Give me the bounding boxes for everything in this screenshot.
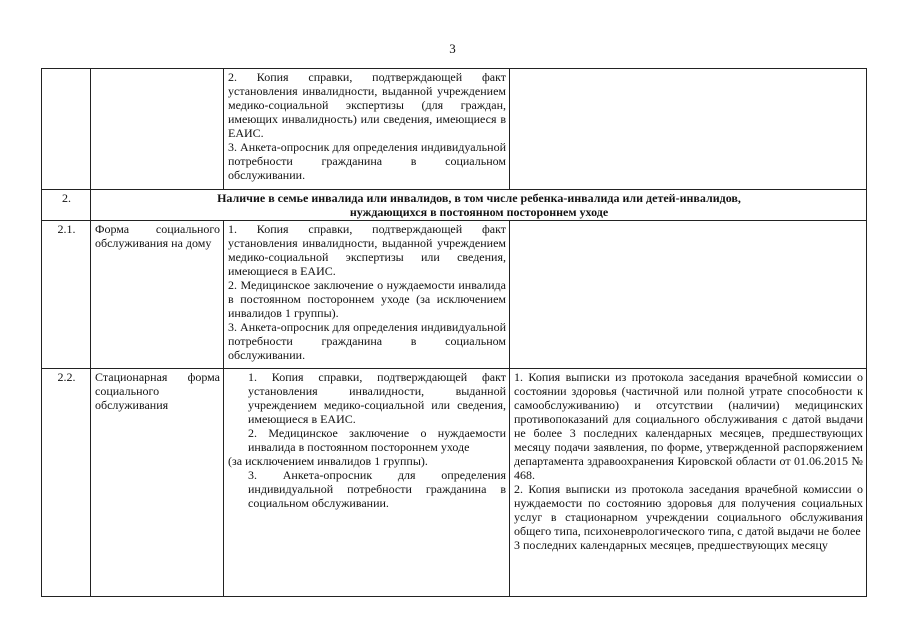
table-row — [42, 369, 867, 597]
document-item: 3. Анкета-опросник для определения индивидуальной потребности гражданина в социальном обслуживании. — [248, 468, 506, 510]
documents-table — [41, 68, 867, 597]
row-number-cell: 2. — [42, 190, 91, 221]
additional-documents-cell — [510, 369, 867, 597]
service-form-text: Стационарная форма социального обслуживания — [95, 370, 220, 412]
service-form-text: Форма социального обслуживания на дому — [95, 222, 220, 250]
table-row — [42, 69, 867, 190]
section-title-line: нуждающихся в постоянном постороннем уходе — [349, 205, 609, 219]
document-item: 3. Анкета-опросник для определения индивидуальной потребности гражданина в социальном обслуживании. — [228, 140, 506, 182]
service-form-cell — [91, 221, 224, 369]
section-title — [91, 190, 867, 221]
section-header-row — [42, 190, 867, 221]
row-number-cell: 2.1. — [42, 221, 91, 369]
row-number-cell — [42, 69, 91, 190]
document-item: 2. Копия выписки из протокола заседания врачебной комиссии о нуждаемости по состоянию здоровья для получения социальных услуг в стационарном учреждении социального обслуживания общего типа, психоневрологического типа, с датой выдачи не более — [514, 482, 863, 538]
section-title-line: Наличие в семье инвалида или инвалидов, в том числе ребенка-инвалида или детей-инвалидов, — [217, 191, 741, 205]
service-form-cell — [91, 69, 224, 190]
row-number-cell: 2.2. — [42, 369, 91, 597]
document-item: 1. Копия справки, подтверждающей факт установления инвалидности, выданной учреждением медико-социальной экспертизы или сведения, имеющиеся в ЕАИС. — [228, 222, 506, 278]
document-item: 3 последних календарных месяцев, предшествующих месяцу — [514, 538, 828, 552]
document-item: 2. Медицинское заключение о нуждаемости инвалида в постоянном постороннем уходе (за исключением инвалидов 1 группы). — [228, 278, 506, 320]
document-item: 2. Медицинское заключение о нуждаемости инвалида в постоянном постороннем уходе — [248, 426, 506, 454]
required-documents-cell — [224, 221, 510, 369]
document-item: 2. Копия справки, подтверждающей факт установления инвалидности, выданной учреждением медико-социальной экспертизы (для граждан, имеющих инвалидность) или сведения, имеющиеся в ЕАИС. — [228, 70, 506, 140]
additional-documents-cell — [510, 221, 867, 369]
required-documents-cell — [224, 369, 510, 597]
additional-documents-cell — [510, 69, 867, 190]
required-documents-cell — [224, 69, 510, 190]
service-form-cell — [91, 369, 224, 597]
document-item: 1. Копия справки, подтверждающей факт установления инвалидности, выданной учреждением медико-социальной или сведения, имеющиеся в ЕАИС. — [248, 370, 506, 426]
page-number: 3 — [449, 41, 456, 56]
document-item: (за исключением инвалидов 1 группы). — [228, 454, 428, 468]
document-item: 3. Анкета-опросник для определения индивидуальной потребности гражданина в социальном обслуживании. — [228, 320, 506, 362]
table-row — [42, 221, 867, 369]
document-item: 1. Копия выписки из протокола заседания врачебной комиссии о состоянии здоровья (частичной или полной утрате способности к самообслуживанию) и отсутствии (наличии) медицинских противопоказаний для социального обслуживания с датой выдачи не более 3 последних календарных месяцев, предшествующих месяцу подачи заявления, по форме, утвержденной распоряжением департамента здравоохранения Кировской области от 01.06.2015 № 468. — [514, 370, 863, 482]
